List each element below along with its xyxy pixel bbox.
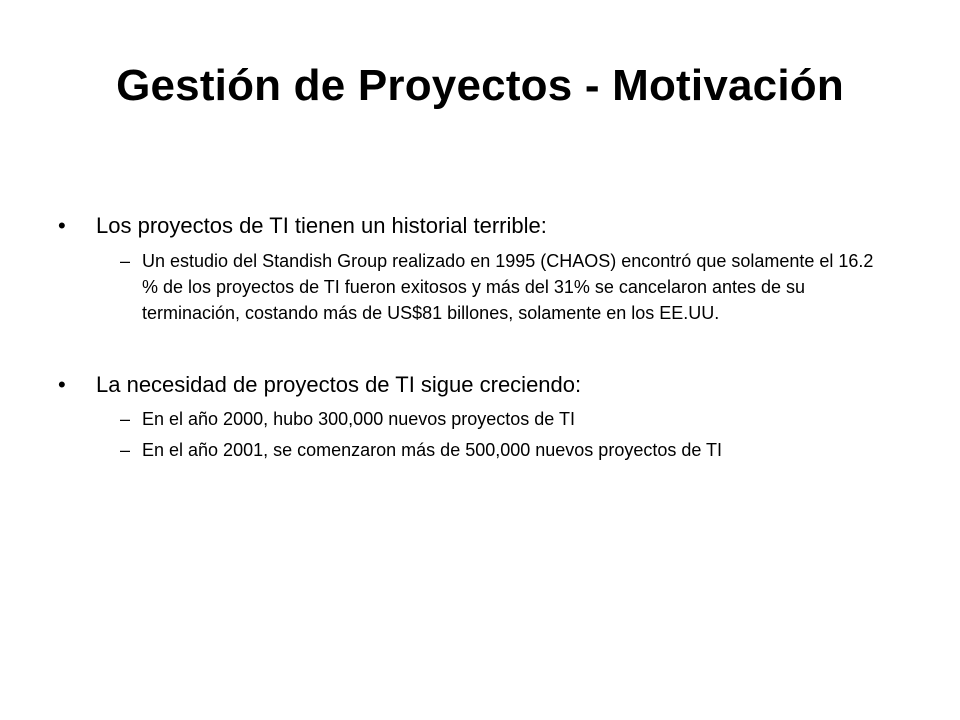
bullet-text: La necesidad de proyectos de TI sigue creciendo: <box>96 371 582 397</box>
bullet-text: Los proyectos de TI tienen un historial terrible: <box>96 213 547 238</box>
sub-bullet-item <box>58 406 888 432</box>
slide-title: Gestión de Proyectos - Motivación <box>116 61 844 110</box>
bullet-marker: • <box>58 371 66 397</box>
sub-bullet-text: En el año 2000, hubo 300,000 nuevos proyectos de TI <box>142 409 575 430</box>
bullet-item <box>58 371 888 399</box>
sub-bullet-text: Un estudio del Standish Group realizado en 1995 (CHAOS) encontró que solamente el 16.2 % de los proyectos de TI fueron exitosos y más del 31% se cancelaron antes de su terminación, costando más de US$81 billones, solamente en los EE.UU. <box>142 250 874 324</box>
dash-marker: – <box>120 409 131 430</box>
sub-bullet-item <box>58 248 888 327</box>
dash-marker: – <box>120 250 131 271</box>
sub-bullet-list <box>58 248 888 327</box>
sub-bullet-text: En el año 2001, se comenzaron más de 500,000 nuevos proyectos de TI <box>142 439 723 460</box>
sub-bullet-list <box>58 406 888 463</box>
bullet-item <box>58 212 888 240</box>
dash-marker: – <box>120 439 131 460</box>
sub-bullet-item <box>58 437 888 463</box>
slide-body <box>58 212 888 467</box>
bullet-marker: • <box>58 213 66 238</box>
